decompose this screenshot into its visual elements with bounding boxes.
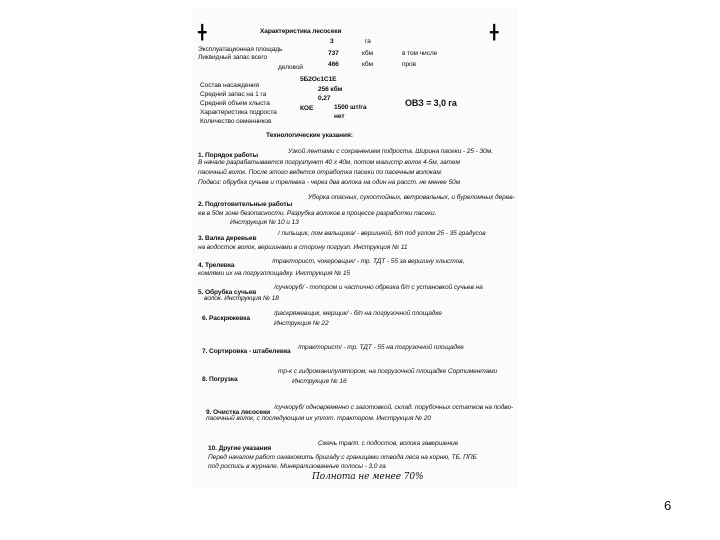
param-value: 256 кбм <box>318 86 343 93</box>
param-value: 0,27 <box>318 95 331 102</box>
item-line: на водосток волок, вершинами в сторону погрузп. Инструкция № 11 <box>198 244 408 251</box>
item-line: /раскряжевщик, мерщик/ - б/п на погрузочной площадке <box>274 310 442 317</box>
header-field-unit: га <box>365 38 371 45</box>
item-line: Инструкция № 22 <box>274 320 329 327</box>
item-line: Инструкция № 10 и 13 <box>230 219 299 226</box>
param-mid-code: КОЕ <box>300 105 314 112</box>
header-field-label: деловой <box>278 64 303 71</box>
header-field-label: Эксплуатационная площадь <box>198 46 283 53</box>
item-number: 5. Обрубка сучьев <box>198 289 257 296</box>
item-line: тр-к с гидроманипулятором, на погрузочной площадке Сортиментами <box>278 368 498 375</box>
item-line: Сжечь трапп. с подостов, волока завершение <box>318 440 459 447</box>
item-line: В начале разрабатывается погрузпункт 40 х 40м, потом магистр волок 4-5м, затем <box>198 159 460 166</box>
item-line: Перед началом работ ознакомить бригаду с границами отвода леса на корню, ТБ, ППБ <box>208 454 477 461</box>
handwritten-note: Полнота не менее 70% <box>312 472 424 482</box>
item-line: комлями их на погрузплощадку. Инструкция № 15 <box>198 270 351 277</box>
item-number: 9. Очистка лесосеки <box>206 409 271 416</box>
item-line: Инструкция № 16 <box>292 378 347 385</box>
param-value: нет <box>334 113 345 120</box>
registration-mark-right: ╋ <box>490 25 499 41</box>
item-line: /сучкоруб/ - топором и частично обрезка б/п с установкой сучьев на <box>274 284 483 291</box>
header-field-value: 737 <box>328 50 339 57</box>
item-line: Подвоз: обрубка сучьев и трелевка - через два волока на один на расст. не менее 50м <box>198 179 461 186</box>
header-field-extra: пров <box>402 61 417 68</box>
item-line: /тракторист/ - тр. ТДТ - 55 на погрузочной площадке <box>298 344 464 351</box>
density-value: ОВЗ = 3,0 га <box>405 98 457 108</box>
item-line: Узкой лентами с сохранением подроста. Ширина пасеки - 25 - 30м. <box>288 148 493 155</box>
param-label: Средний объем хлыста <box>200 100 270 107</box>
item-number: 1. Порядок работы <box>198 152 259 159</box>
item-number: 6. Раскряжевка <box>202 315 250 322</box>
header-title: Характеристика лесосеки <box>260 28 342 35</box>
header-field-unit: кбм <box>362 61 373 68</box>
header-field-value: 3 <box>330 38 334 45</box>
item-line: /тракторист, чокеровщик/ - тр. ТДТ - 55 за вершину хлыстов, <box>272 258 465 265</box>
param-label: Характеристика подроста <box>200 109 277 116</box>
param-label: Средний запас на 1 га <box>200 91 267 98</box>
header-field-value: 466 <box>328 61 339 68</box>
param-label: Состав насаждения <box>200 82 260 89</box>
item-number: 2. Подготовительные работы <box>198 201 293 208</box>
item-line: /сучкоруб/ одновременно с заготовкой, склад. порубочных остатков на подво- <box>274 404 514 411</box>
item-line: Уборка опасных, сухостойных, ветровальных, и буреломных дерев- <box>308 194 515 201</box>
item-number: 3. Валка деревьев <box>198 235 257 242</box>
header-field-extra: в том числе <box>402 50 438 57</box>
page-number: 6 <box>664 498 672 513</box>
header-field-label: Ликвидный запас всего <box>198 54 268 61</box>
item-number: 10. Другие указания <box>208 445 272 452</box>
item-line: под роспись в журнале. Минерализованные полосы - 3,0 га <box>208 463 386 470</box>
param-label: Количество семенников <box>200 118 272 125</box>
item-number: 4. Трелевка <box>198 262 235 269</box>
item-line: пасечный волок, с последующим их уплот. трактором. Инструкция № 20 <box>206 415 431 422</box>
item-line: / пильщик, пом вальщика/ - вершиной, 6/п под углом 25 - 35 градусов <box>278 230 486 237</box>
item-number: 7. Сортировка - штабелевка <box>202 348 291 355</box>
item-line: волок. Инструкция № 18 <box>204 295 279 302</box>
item-line: ев в 50м зоне безопасности. Разрубка волоков в процессе разработки пасеки. <box>198 210 437 217</box>
scanned-page <box>192 8 518 488</box>
header-field-unit: кбм <box>362 50 373 57</box>
param-value: 5Б2Ос1С1Е <box>300 76 337 83</box>
item-number: 8. Погрузка <box>202 376 238 383</box>
registration-mark-left: ╋ <box>198 25 207 41</box>
param-value: 1500 шт/га <box>334 104 367 111</box>
instructions-title: Технологические указания: <box>266 132 353 139</box>
item-line: пасечный волок. После этого ведется отработка пасеки по пасечным волокам. <box>198 169 443 176</box>
